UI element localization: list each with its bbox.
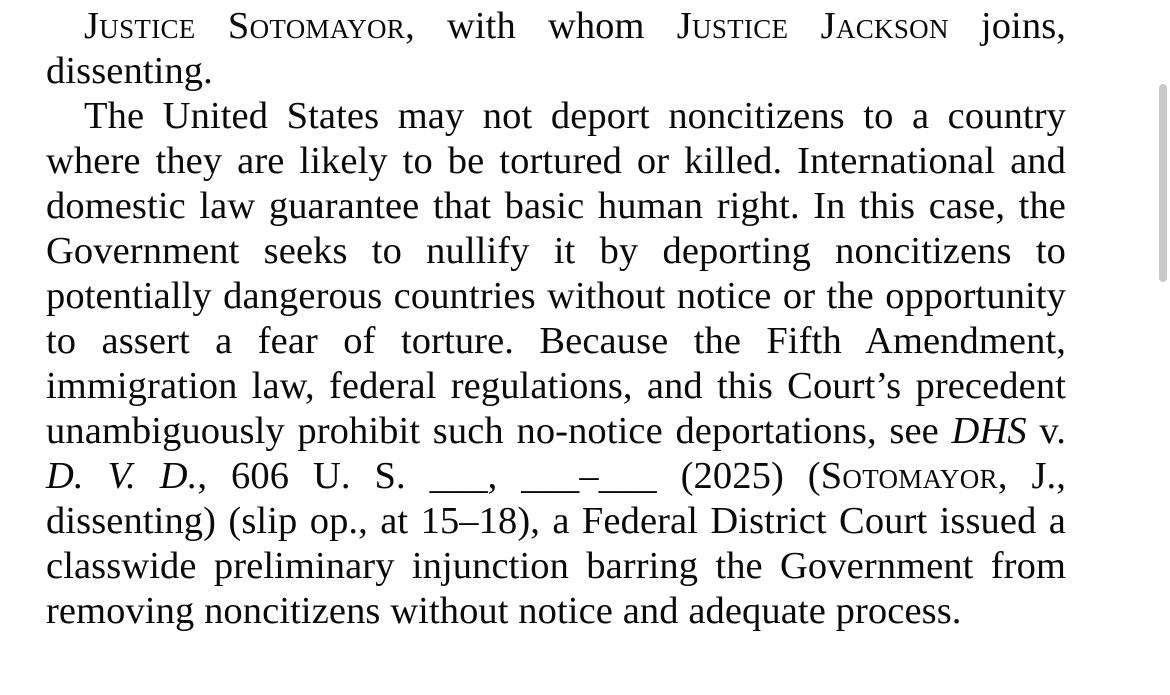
opening-text-1: The United States may not deport noncitizens to a country where they are likely to be tortured or killed. International and domestic law guarantee that basic human right. In this case, the Government seeks to nullify it by deporting noncitizens to potentially dangerous countries without notice or the opportunity to assert a fear of torture. Because the Fifth Amendment, immigration law, federal regulations, and this Court’s precedent unambiguously prohibit such no-notice deportations, see: [46, 95, 1066, 452]
vertical-scrollbar-thumb[interactable]: [1159, 84, 1167, 282]
citation-dvd: D. V. D.: [46, 455, 198, 497]
opening-text-2: , J., dissenting) (slip op., at 15–18), a Federal District Court issued a classwide preliminary injunction barring the Government from removing noncitizens without notice and adequate process.: [46, 455, 1066, 632]
justice-sotomayor-name: Justice Sotomayor: [84, 5, 406, 47]
paragraph-dissent-attribution: [46, 4, 1066, 94]
justice-jackson-name: Justice Jackson: [676, 5, 949, 47]
citation-sotomayor: Sotomayor: [820, 455, 998, 497]
vertical-scrollbar[interactable]: [1156, 0, 1170, 695]
document-text-body: [46, 0, 1066, 634]
citation-dhs: DHS: [951, 410, 1027, 452]
citation-versus: v.: [1026, 410, 1066, 452]
attribution-text-2: joins, dissenting.: [46, 5, 1067, 92]
citation-reporter: , 606 U. S. ___, ___–___ (2025) (: [197, 455, 821, 497]
attribution-text-1: , with whom: [405, 5, 677, 47]
paragraph-opening: [46, 94, 1066, 634]
